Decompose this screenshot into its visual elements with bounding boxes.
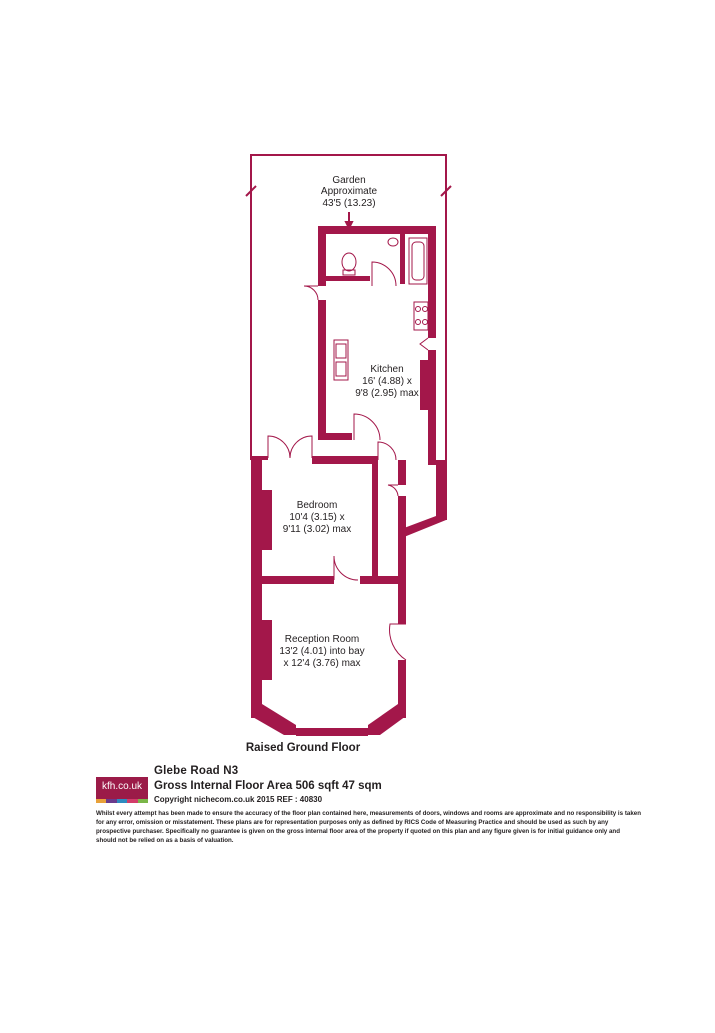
kitchen-dims2: 9'8 (2.95) max [355,388,419,399]
garden-name: Garden [332,175,366,186]
logo-text: kfh.co.uk [101,781,143,792]
bedroom-label [283,500,351,535]
reception-dims1: 13'2 (4.01) into bay [279,646,365,657]
reception-name: Reception Room [284,634,360,645]
bedroom-name: Bedroom [296,500,338,511]
garden-approx: Approximate [320,186,378,197]
floor-label: Raised Ground Floor [245,742,361,754]
floor-area: Gross Internal Floor Area 506 sqft 47 sqm [154,780,382,792]
company-logo [96,777,148,803]
kitchen-dims1: 16' (4.88) x [362,376,412,387]
copyright: Copyright nichecom.co.uk 2015 REF : 40830 [154,795,323,804]
reception-dims2: x 12'4 (3.76) max [283,658,361,669]
disclaimer: Whilst every attempt has been made to ensure the accuracy of the floor plan contained here, measurements of doors, windows and rooms are approximate and no responsibility is taken for any error, omission or misstatement. These plans are for representation purposes only as defined by RICS Code of Measuring Practice and should be used as such by any prospective purchaser. Specifically no guarantee is given on the gross internal floor area of the property if quoted on this plan and any figure given is for initial guidance only and should not be relied on as a basis of valuation. [96,810,641,844]
garden-boundary [246,155,451,520]
garden-label [321,175,378,209]
garden-dims: 43'5 (13.23) [322,198,376,209]
kitchen-name: Kitchen [370,364,404,375]
kitchen-label [355,364,419,399]
property-address: Glebe Road N3 [154,765,239,777]
bedroom-dims1: 10'4 (3.15) x [289,512,345,523]
bedroom-dims2: 9'11 (3.02) max [282,524,352,535]
logo-stripes [96,799,148,803]
reception-label [279,634,364,669]
